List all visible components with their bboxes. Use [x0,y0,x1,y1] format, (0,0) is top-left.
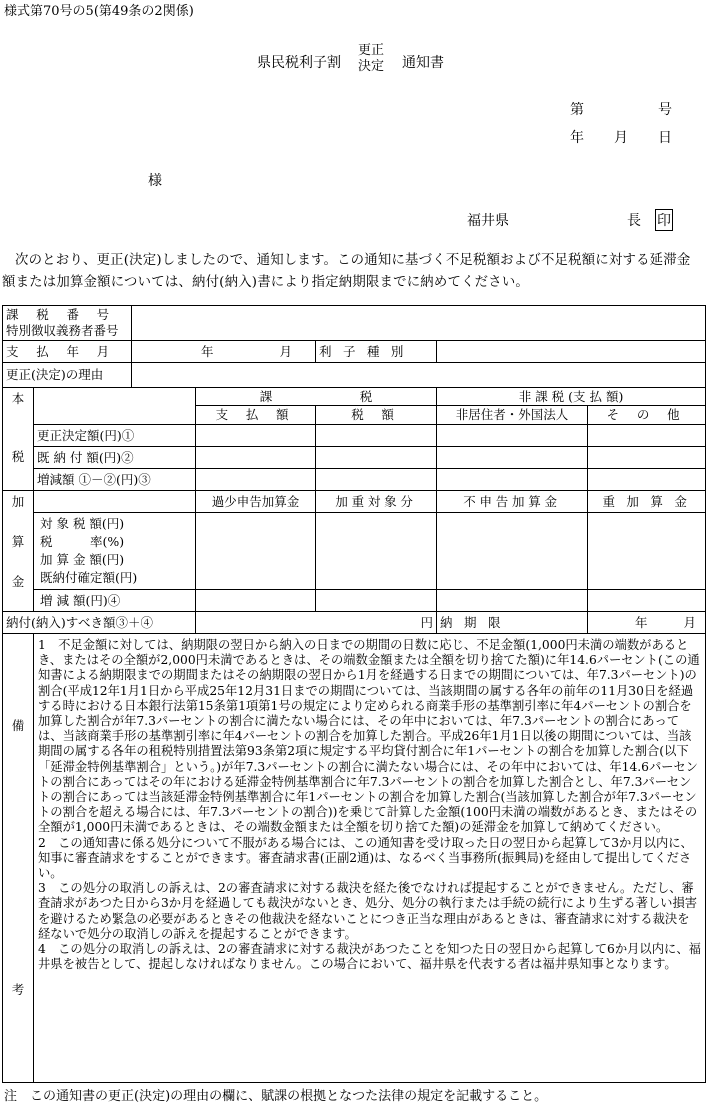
cell-kousei-4[interactable] [588,425,706,447]
payment-date-label: 支 払 年 月 [3,341,132,363]
date-year: 年 [570,130,584,146]
due-date-nen: 年 [635,614,648,630]
doc-number-go: 号 [658,102,672,118]
note-4: 4 この処分の取消しの訴えは、2の審査請求に対する裁決があつたことを知つた日の翌日から起算して6か月以内に、福井県を被告として、提起しなければなりません。この場合において、福井県を代表する者は福井県知事となります。 [38,942,701,972]
remarks-side-2: 考 [11,982,25,997]
cell-zougen-4[interactable] [588,469,706,491]
remarks-side-label [3,634,34,1083]
title-choice-bottom: 決定 [358,59,385,74]
payment-date-nen: 年 [201,343,214,359]
nonresident-header: 非居住者・外国法人 [437,406,588,425]
cell-zougen-2[interactable] [316,469,437,491]
due-amount-label: 納付(納入)すべき額③＋④ [3,612,196,634]
cell-zougen-1[interactable] [196,469,316,491]
tax-id-label-cell [3,306,132,341]
date-day: 日 [658,130,672,146]
kasan-row-labels [34,513,196,590]
title-suffix: 通知書 [402,55,444,71]
remarks-side-1: 備 [11,718,25,733]
penalty-header-juukasan: 重 加 算 金 [588,491,706,513]
honzei-header-blank [34,388,196,425]
payment-date-tsuki: 月 [279,343,293,359]
cell-kasan-zougen-1[interactable] [196,590,316,612]
due-date-value[interactable] [588,612,706,634]
kasan-side-3: 金 [11,574,25,589]
cell-kasan-3[interactable] [437,513,588,590]
payment-date-value[interactable] [132,341,316,363]
cell-kinoufu-4[interactable] [588,447,706,469]
note-2: 2 この通知書に係る処分について不服がある場合には、この通知書を受け取った日の翌日から起算して3か月以内に、知事に審査請求をすることができます。審査請求書(正副2通)は、なるべく当事務所(振興局)を経由して提出してください。 [38,835,693,881]
due-date-tsuki: 月 [683,614,697,630]
tax-form-table [2,305,706,1083]
cell-kasan-1[interactable] [196,513,316,590]
cell-kasan-zougen-3[interactable] [437,590,588,612]
intro-text: 次のとおり、更正(決定)しましたので、通知します。この通知に基づく不足税額および不足税額に対する延滞金額または加算金額については、納付(納入)書により指定納期限までに納めてください。 [2,253,691,290]
note-1: 1 不足金額に対しては、納期限の翌日から納入の日までの期間の日数に応じ、不足金額(1,000円未満の端数があるとき、またはその全額が2,000円未満であるときは、その端数金額または全額を切り捨てた額)に年14.6パーセント(この通知書による納期限までの期間またはその納期限の翌日から1月を経過する日までの期間については、年7.3パーセント)の割合(平成12年1月1日から平成25年12月31日までの期間については、当該期間の属する各年の前年の11月30日を経過する時における日本銀行法第15条第1項第1号の規定により定められる商業手形の基準割引率に年4パーセントの割合を加算した割合が年7.3パーセントの割合に満たない場合には、その年中においては、年7.3パーセントの割合にあっては、当該商業手形の基準割引率に年4パーセントの割合を加算した割合。平成26年1月1日以後の期間については、当該期間の属する各年の租税特別措置法第93条第2項に規定する平均貸付割合に年1パーセントの割合を加算した割合(以下「延滞金特例基準割合」という。)が年7.3パーセントの割合に満たない場合には、その年中においては、年14.6パーセントの割合にあってはその年における延滞金特例基準割合に年7.3パーセントの割合を加算した割合とし、年7.3パーセントの割合にあっては当該延滞金特例基準割合に年1パーセントの割合を加算した割合(当該加算した割合が年7.3パーセントの割合を超える場合には、年7.3パーセントの割合))を乗じて計算した金額(100円未満の端数があるとき、またはその全額が1,000円未満であるときは、その端数金額または全額を切り捨てた額)の延滞金を加算して納めてください。 [38,638,700,835]
cell-kasan-zougen-4[interactable] [588,590,706,612]
due-amount-value[interactable] [196,612,437,634]
cell-kousei-3[interactable] [437,425,588,447]
cell-zougen-3[interactable] [437,469,588,491]
recipient-suffix: 様 [148,173,162,189]
honzei-side-2: 税 [11,449,25,464]
other-header: そ の 他 [588,406,706,425]
nontaxable-header: 非 課 税 (支 払 額) [437,388,706,406]
cell-kinoufu-2[interactable] [316,447,437,469]
tax-id-label-1: 課 税 番 号 [6,307,117,322]
cell-kousei-1[interactable] [196,425,316,447]
penalty-header-blank [34,491,196,513]
issuer-prefecture: 福井県 [467,213,509,229]
row-label-kousei: 更正決定額(円)① [34,425,196,447]
honzei-side-label [3,388,34,491]
date-month: 月 [614,130,628,146]
tax-id-label-2: 特別徴収義務者番号 [6,323,119,338]
tax-amount-header: 税 額 [316,406,437,425]
cell-kinoufu-1[interactable] [196,447,316,469]
footnote: 注 この通知書の更正(決定)の理由の欄に、賦課の根拠となつた法律の規定を記載すること。 [4,1089,548,1104]
row-label-kasan-gaku: 加 算 金 額(円) [40,552,125,567]
row-label-kinoufu-kakutei: 既納付確定額(円) [40,570,138,585]
cell-kousei-2[interactable] [316,425,437,447]
tax-id-value[interactable] [132,306,706,341]
penalty-header-kashou: 過少申告加算金 [196,491,316,513]
cell-kasan-4[interactable] [588,513,706,590]
cell-kinoufu-3[interactable] [437,447,588,469]
penalty-header-kajuu: 加重対象分 [316,491,437,513]
note-3: 3 この処分の取消しの訴えは、2の審査請求に対する裁決を経た後でなければ提起することができません。ただし、審査請求があつた日から3か月を経過しても裁決がないとき、処分、処分の執行または手続の続行により生ずる著しい損害を避けるため緊急の必要があるときその他裁決を経ないことにつき正当な理由があるときは、審査請求に対する裁決を経ないで処分の取消しの訴えを提起することができます。 [38,881,698,941]
kasan-side-label [3,491,34,612]
row-label-zougen-kasan: 増 減 額(円)④ [34,590,196,612]
interest-type-value[interactable] [437,341,706,363]
title-choice-top: 更正 [358,43,385,58]
penalty-header-fushinkoku: 不申告加算金 [437,491,588,513]
row-label-taishou: 対 象 税 額(円) [40,516,125,531]
row-label-zougen: 増減額 ①－②(円)③ [34,469,196,491]
payment-amount-header: 支 払 額 [196,406,316,425]
yen-unit: 円 [420,614,434,630]
issuer-chief: 長 [627,213,641,229]
reason-value[interactable] [132,363,706,388]
cell-kasan-2[interactable] [316,513,437,590]
reason-label: 更正(決定)の理由 [3,363,132,388]
seal-mark: 印 [655,209,673,231]
title-choice [358,43,384,75]
title-prefix: 県民税利子割 [257,55,341,71]
cell-kasan-zougen-2[interactable] [316,590,437,612]
taxable-header: 課 税 [196,388,437,406]
doc-number-dai: 第 [570,102,584,118]
interest-type-label: 利 子 種 別 [316,341,437,363]
remarks-text [34,634,706,1083]
kasan-side-1: 加 [11,494,25,509]
honzei-side-1: 本 [11,391,25,406]
form-number: 様式第70号の5(第49条の2関係) [4,4,194,19]
kasan-side-2: 算 [11,534,25,549]
row-label-kinoufu: 既 納 付 額(円)② [34,447,196,469]
due-date-label: 納 期 限 [437,612,588,634]
row-label-zeiritsu: 税 率(%) [40,534,125,549]
